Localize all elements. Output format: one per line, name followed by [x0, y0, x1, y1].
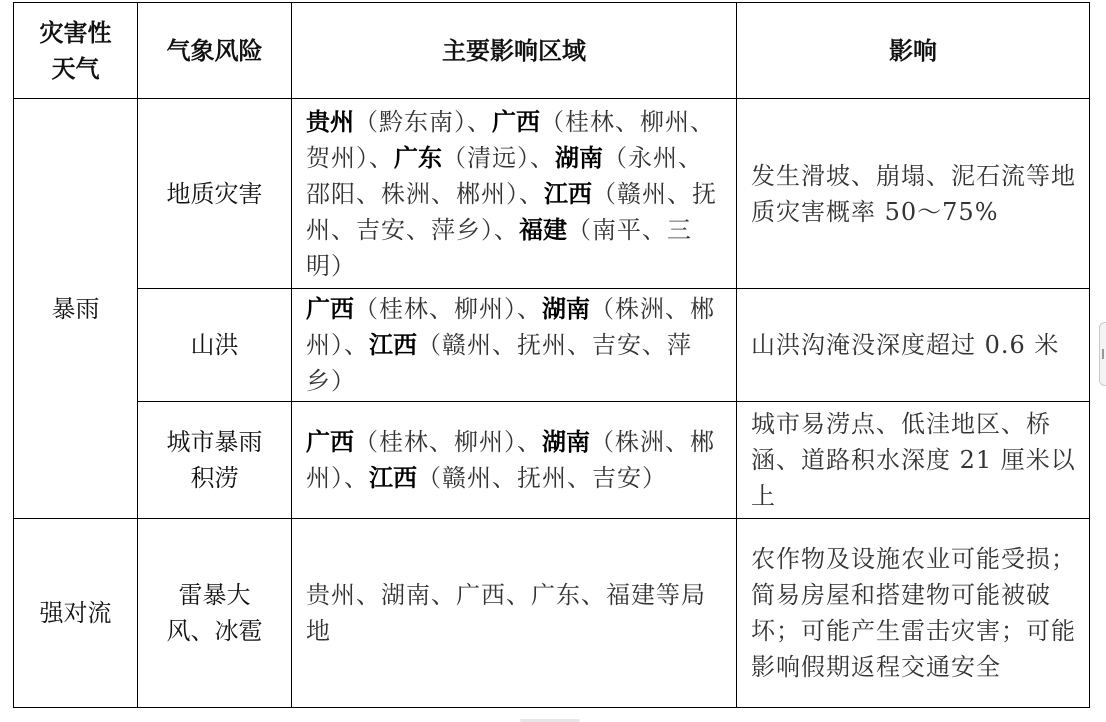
area-cell: 贵州、湖南、广西、广东、福建等局地	[292, 519, 737, 708]
risk-cell	[138, 519, 292, 708]
risk-label: 城市暴雨积涝	[166, 428, 263, 492]
area-cell	[292, 402, 737, 519]
area-cell	[292, 99, 737, 289]
province-name: 贵州	[306, 107, 354, 136]
city-list: （清远）、	[442, 143, 555, 172]
city-list: （黔东南）、	[354, 107, 492, 136]
city-list: （株洲、郴州）、	[306, 295, 715, 359]
impact-cell: 发生滑坡、崩塌、泥石流等地质灾害概率 50～75%	[737, 99, 1090, 289]
province-name: 湖南	[542, 428, 590, 456]
header-area: 主要影响区域	[292, 3, 737, 99]
area-cell	[292, 289, 737, 402]
group-cell-rainstorm: 暴雨	[14, 99, 138, 519]
impact-cell: 山洪沟淹没深度超过 0.6 米	[737, 289, 1090, 402]
header-impact: 影响	[737, 3, 1090, 99]
city-list: （株洲、郴州）、	[306, 428, 715, 492]
city-list: （赣州、抚州、吉安）	[417, 464, 667, 492]
header-weather-type-label: 灾害性天气	[39, 18, 112, 83]
table-row	[14, 402, 1090, 519]
header-risk: 气象风险	[138, 3, 292, 99]
group-cell-convection: 强对流	[14, 519, 138, 708]
province-name: 广东	[394, 143, 442, 172]
city-list: （桂林、柳州）、	[354, 295, 542, 323]
city-list: （桂林、柳州、贺州）、	[306, 107, 715, 172]
province-name: 广西	[492, 107, 540, 136]
city-list: （桂林、柳州）、	[354, 428, 542, 456]
risk-cell: 山洪	[138, 289, 292, 402]
city-list: （赣州、抚州、吉安、萍乡）、	[306, 179, 717, 244]
city-list: （南平、三明）	[306, 215, 692, 280]
city-list: （永州、邵阳、株洲、郴州）、	[306, 143, 703, 208]
impact-cell: 农作物及设施农业可能受损；简易房屋和搭建物可能被破坏；可能产生雷击灾害；可能影响假期返程交通安全	[737, 519, 1090, 708]
province-name: 江西	[369, 464, 417, 492]
province-name: 福建	[519, 215, 567, 244]
province-name: 湖南	[542, 295, 590, 323]
weather-risk-table	[13, 2, 1090, 708]
table-row	[14, 99, 1090, 289]
header-row	[14, 3, 1090, 99]
table-row	[14, 289, 1090, 402]
risk-cell: 地质灾害	[138, 99, 292, 289]
province-name: 江西	[544, 179, 592, 208]
header-weather-type	[14, 3, 138, 99]
province-name: 湖南	[555, 143, 603, 172]
city-list: （赣州、抚州、吉安、萍乡）	[306, 331, 692, 395]
province-name: 江西	[369, 331, 417, 359]
province-name: 广西	[306, 428, 354, 456]
impact-cell: 城市易涝点、低洼地区、桥涵、道路积水深度 21 厘米以上	[737, 402, 1090, 519]
province-name: 广西	[306, 295, 354, 323]
side-scroll-handle[interactable]	[1099, 322, 1106, 386]
table-row	[14, 519, 1090, 708]
risk-cell	[138, 402, 292, 519]
risk-label: 雷暴大风、冰雹	[166, 581, 263, 645]
